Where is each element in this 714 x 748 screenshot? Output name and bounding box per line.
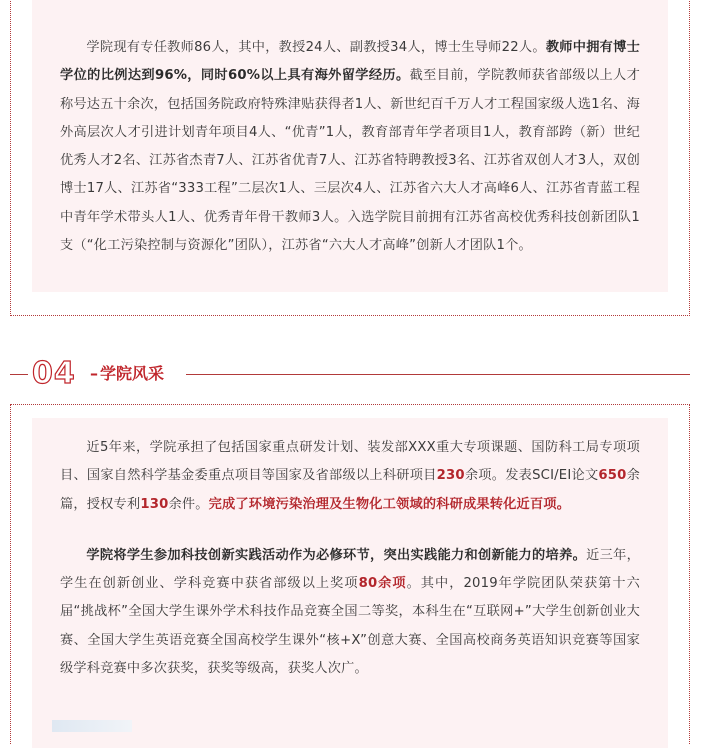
- research-text-1: 近5年来，学院承担了包括国家重点研发计划、装发部XXX重大专项课题、国防科工局专项项目、国家自然科学基金委重点项目等国家及省部级以上科研项目: [60, 440, 640, 484]
- student-text-highlight: 学院将学生参加科技创新实践活动作为必修环节，突出实践能力和创新能力的培养。: [86, 547, 587, 563]
- research-patent-count: 130: [140, 496, 169, 512]
- header-line-right: [186, 374, 690, 375]
- research-project-count: 230: [436, 468, 465, 484]
- faculty-info-card: [32, 0, 668, 292]
- header-line-left: [10, 374, 28, 375]
- faculty-paragraph: [60, 34, 640, 260]
- research-transfer-highlight: 完成了环境污染治理及生物化工领域的科研成果转化近百项。: [208, 496, 571, 512]
- research-text-3: 余篇，授权专利: [60, 468, 640, 512]
- image-placeholder: [52, 720, 132, 732]
- faculty-text-highlight: 教师中拥有博士学位的比例达到96%，同时60%以上具有海外留学经历。: [60, 40, 640, 84]
- section-title: 学院风采: [100, 364, 165, 383]
- research-info-card: [32, 418, 668, 748]
- research-paragraph: [60, 434, 640, 519]
- student-text-2: 。其中，2019年学院团队荣获第十六届“挑战杯”全国大学生课外学术科技作品竞赛全国二等奖，本科生在“互联网+”大学生创新创业大赛、全国大学生英语竞赛全国高校学生课外“核+X”创意大赛、全国高校商务英语知识竞赛等国家级学科竞赛中多次获奖，获奖等级高，获奖人次广。: [60, 576, 640, 677]
- section-header-04: [10, 352, 690, 396]
- student-text-1: 近三年，学生在创新创业、学科竞赛中获省部级以上奖项: [60, 547, 640, 592]
- research-text-4: 余件。: [168, 496, 209, 512]
- section-number: 04: [32, 356, 76, 391]
- research-text-2: 余项。发表SCI/EI论文: [464, 468, 599, 484]
- section-dash: –: [90, 364, 98, 383]
- faculty-text-2: 截至目前，学院教师获省部级以上人才称号达五十余次，包括国务院政府特殊津贴获得者1人、新世纪百千万人才工程国家级人选1名、海外高层次人才引进计划青年项目4人、“优青”1人，教育部青年学者项目1人，教育部跨（新）世纪优秀人才2名、江苏省杰青7人、江苏省优青7人、江苏省特聘教授3名、江苏省双创人才3人，双创博士17人、江苏省“333工程”二层次1人、三层次4人、江苏省六大人才高峰6人、江苏省青蓝工程中青年学术带头人1人、优秀青年骨干教师3人。入选学院目前拥有江苏省高校优秀科技创新团队1支（“化工污染控制与资源化”团队），江苏省“六大人才高峰”创新人才团队1个。: [60, 68, 640, 254]
- student-paragraph: [60, 542, 640, 683]
- faculty-text-1: 学院现有专任教师86人，其中，教授24人、副教授34人，博士生导师22人。: [86, 40, 546, 55]
- research-paper-count: 650: [598, 468, 627, 484]
- student-award-count: 80余项: [358, 576, 407, 592]
